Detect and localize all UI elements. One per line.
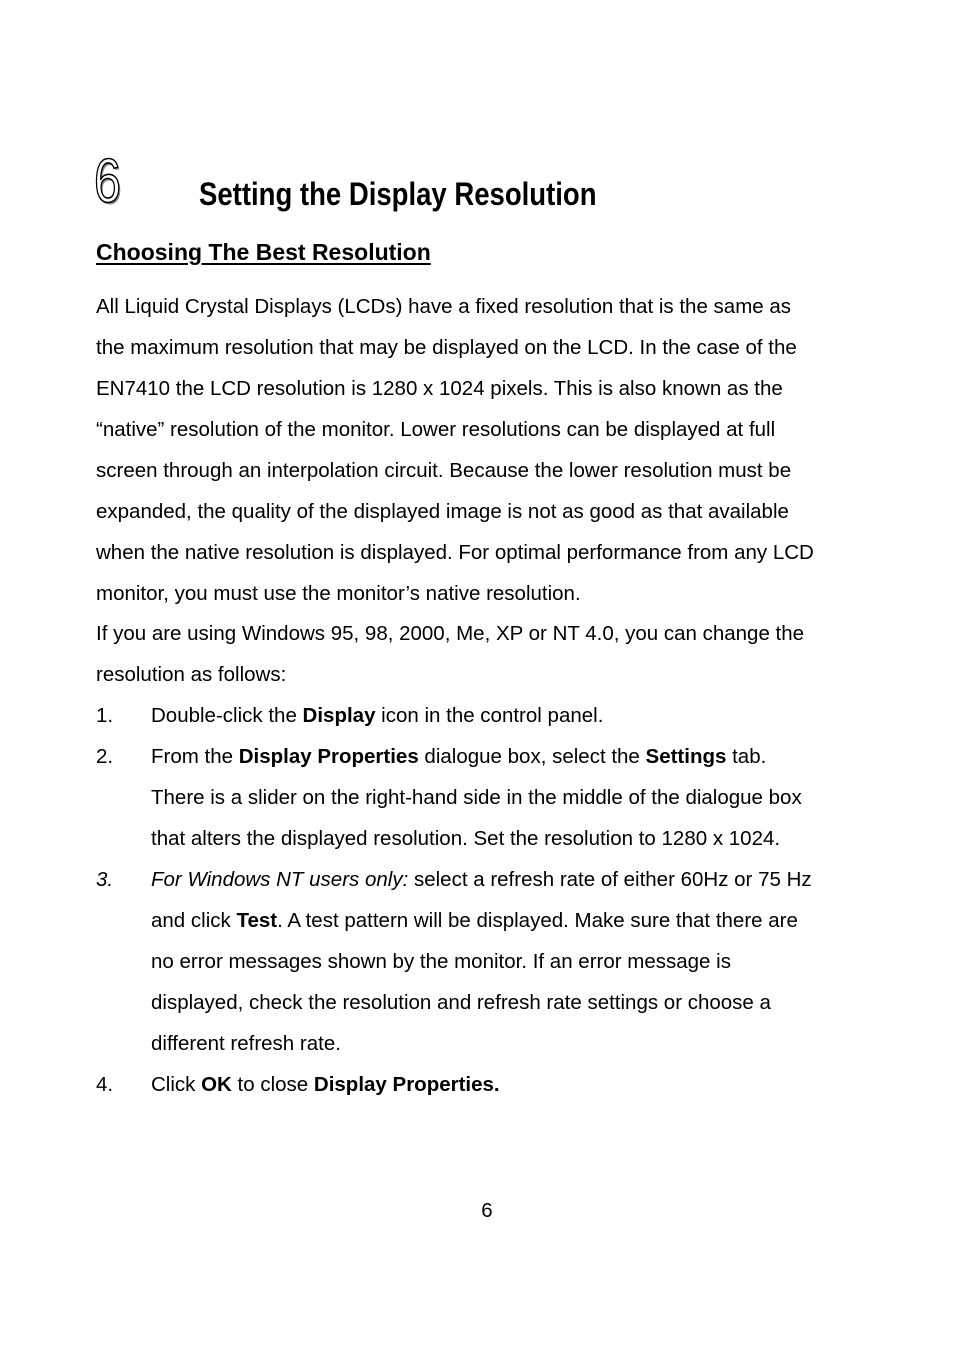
step-text: icon in the control panel. — [375, 704, 604, 727]
step-text: Double-click the — [151, 704, 303, 727]
step-line — [151, 1064, 886, 1105]
step-number: 4. — [96, 1073, 114, 1096]
step-bold-text: Display Properties — [238, 745, 419, 768]
step-line: There is a slider on the right-hand side in the middle of the dialogue box — [151, 786, 802, 809]
step-bold-text: Test — [236, 909, 278, 932]
step-text: to close — [231, 1073, 314, 1096]
step-line: no error messages shown by the monitor. If an error message is — [151, 950, 731, 973]
list-item-step-4 — [96, 1064, 886, 1105]
step-bold-text: OK — [201, 1073, 232, 1096]
step-number: 2. — [96, 745, 114, 768]
step-bold-text: Settings — [645, 745, 727, 768]
step-text: From the — [151, 745, 239, 768]
step-text: . A test pattern will be displayed. Make sure that there are — [277, 909, 798, 932]
chapter-title: Setting the Display Resolution — [199, 176, 597, 212]
list-item-step-1 — [96, 695, 886, 736]
paragraph-line: EN7410 the LCD resolution is 1280 x 1024 pixels. This is also known as the — [96, 377, 783, 400]
step-number: 3. — [96, 868, 114, 891]
list-item-step-3 — [96, 859, 886, 1064]
step-number: 1. — [96, 704, 114, 727]
step-text: Click — [151, 1073, 202, 1096]
list-item-step-2 — [96, 736, 886, 859]
page-number: 6 — [481, 1199, 493, 1222]
paragraph-line: All Liquid Crystal Displays (LCDs) have a fixed resolution that is the same as — [96, 295, 792, 318]
section-heading: Choosing The Best Resolution — [96, 239, 431, 265]
step-text: dialogue box, select the — [418, 745, 646, 768]
paragraph-line: when the native resolution is displayed. For optimal performance from any LCD — [96, 541, 814, 564]
step-line: displayed, check the resolution and refresh rate settings or choose a — [151, 991, 771, 1014]
step-line — [151, 900, 886, 941]
step-text: and click — [151, 909, 237, 932]
step-bold-text: Display — [302, 704, 376, 727]
paragraph-line: the maximum resolution that may be displayed on the LCD. In the case of the — [96, 336, 797, 359]
paragraph-line: resolution as follows: — [96, 663, 287, 686]
intro-paragraph — [96, 286, 886, 614]
step-line — [151, 695, 886, 736]
step-text: select a refresh rate of either 60Hz or 75 Hz — [408, 868, 812, 891]
step-text: tab. — [726, 745, 767, 768]
paragraph-line: “native” resolution of the monitor. Lower resolutions can be displayed at full — [96, 418, 776, 441]
step-line — [151, 859, 886, 900]
paragraph-line: monitor, you must use the monitor’s native resolution. — [96, 582, 581, 605]
chapter-number: 6 — [94, 147, 121, 216]
step-line: different refresh rate. — [151, 1032, 341, 1055]
step-line: that alters the displayed resolution. Set the resolution to 1280 x 1024. — [151, 827, 781, 850]
paragraph-line: screen through an interpolation circuit. Because the lower resolution must be — [96, 459, 792, 482]
step-italic-text: For Windows NT users only: — [151, 868, 409, 891]
step-line — [151, 736, 886, 777]
windows-paragraph — [96, 613, 886, 695]
steps-list — [96, 695, 886, 1105]
step-bold-text: Display Properties. — [313, 1073, 500, 1096]
paragraph-line: expanded, the quality of the displayed image is not as good as that available — [96, 500, 789, 523]
paragraph-line: If you are using Windows 95, 98, 2000, Me, XP or NT 4.0, you can change the — [96, 622, 805, 645]
